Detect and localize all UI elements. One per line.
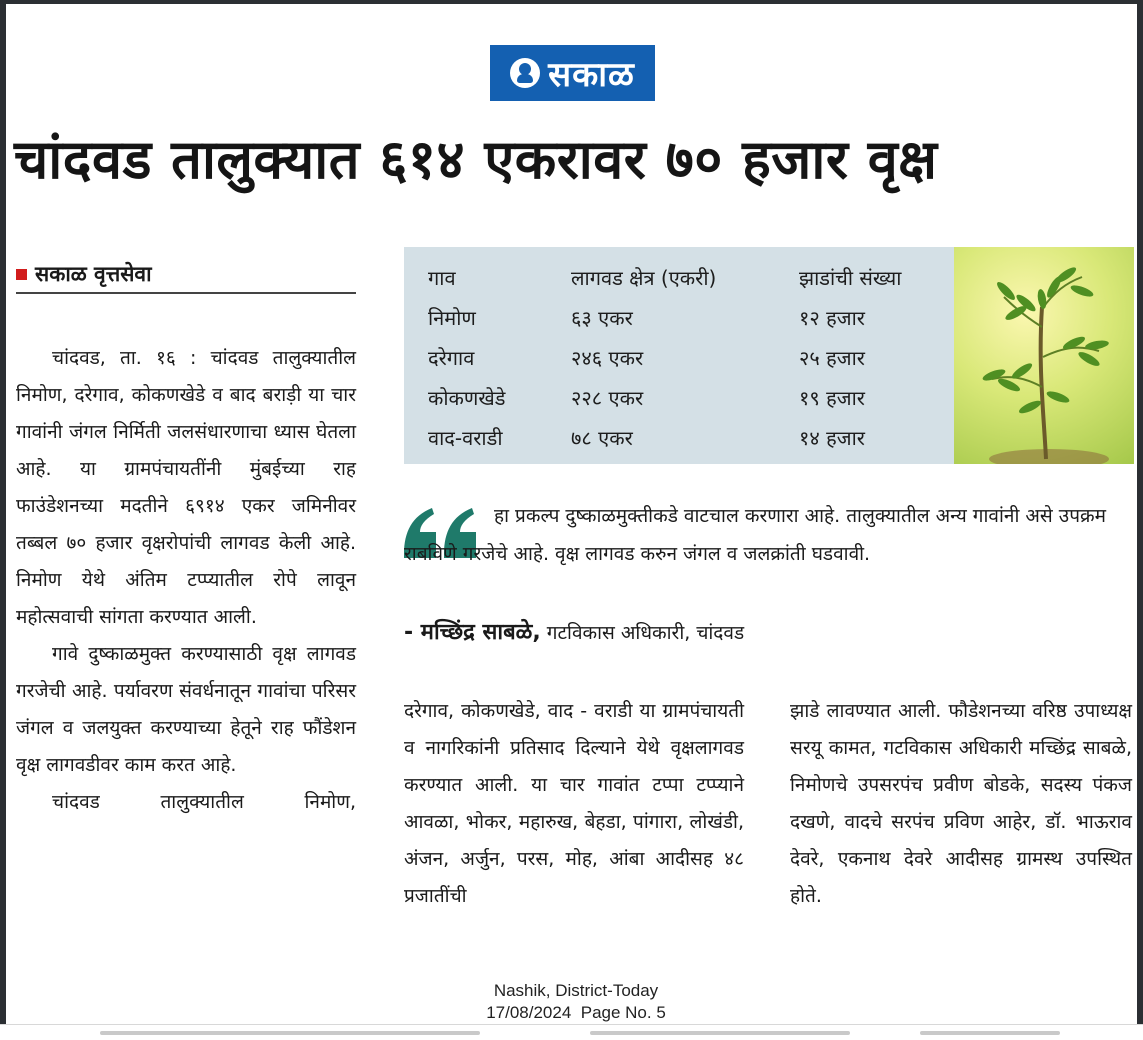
byline-text: सकाळ वृत्तसेवा: [35, 262, 152, 286]
column-1-paragraph: गावे दुष्काळमुक्त करण्यासाठी वृक्ष लागवड गरजेची आहे. पर्यावरण संवर्धनातून गावांचा परिसर जंगल व जलयुक्त करण्याच्या हेतूने राह फौंडेशन वृक्ष लागवडीवर काम करत आहे.: [16, 643, 356, 776]
edition-date-page: 17/08/2024 Page No. 5: [486, 1003, 666, 1022]
quote-author-title: गटविकास अधिकारी, चांदवड: [540, 622, 745, 644]
column-1-paragraph: चांदवड, ता. १६ : चांदवड तालुक्यातील निमोण, दरेगाव, कोकणखेडे व बाद बराड़ी या चार गावांनी जंगल निर्मिती जलसंधारणाचा ध्यास घेतला आहे. या ग्रामपंचायतींनी मुंबईच्या राह फाउंडेशनच्या मदतीने ६९१४ एकर जमिनीवर तब्बल ७० हजार वृक्षरोपांची लागवड केली आहे. निमोण येथे अंतिम टप्प्यातील रोपे लावून महोत्सवाची सांगता करण्यात आली.: [16, 347, 356, 628]
table-header: गाव: [428, 265, 456, 290]
table-cell: कोकणखेडे: [428, 385, 506, 410]
table-cell: वाद-वराडी: [428, 425, 503, 450]
sakal-emblem-icon: [510, 58, 540, 88]
table-header: झाडांची संख्या: [799, 265, 902, 290]
viewer-footer-strip: [0, 1024, 1143, 1040]
table-cell: २५ हजार: [799, 345, 865, 370]
quote-author-name: - मच्छिंद्र साबळे,: [404, 620, 541, 645]
edition-dateline: [406, 980, 746, 1024]
table-header-row: [428, 257, 954, 297]
table-cell: १९ हजार: [799, 385, 865, 410]
headline: चांदवड तालुक्यात ६१४ एकरावर ७० हजार वृक्ष: [14, 128, 938, 191]
table-cell: १२ हजार: [799, 305, 865, 330]
plantation-table: [404, 247, 954, 464]
table-row: [428, 377, 954, 417]
table-cell: निमोण: [428, 305, 476, 330]
sapling-icon: [954, 247, 1134, 464]
table-cell: २२८ एकर: [571, 385, 644, 410]
table-cell: १४ हजार: [799, 425, 865, 450]
table-row: [428, 297, 954, 337]
article-column-3: [790, 693, 1132, 915]
table-cell: ६३ एकर: [571, 305, 633, 330]
article-column-1: [16, 340, 356, 821]
table-row: [428, 337, 954, 377]
edition-name: Nashik, District-Today: [493, 981, 659, 1000]
pull-quote: [404, 497, 1114, 573]
column-3-text: झाडे लावण्यात आली. फौडेशनच्या वरिष्ठ उपाध्यक्ष सरयू कामत, गटविकास अधिकारी मच्छिंद्र साबळे, निमोणचे उपसरपंच प्रवीण बोडके, सदस्य पंकज दखणे, वादचे सरपंच प्रविण आहेर, डॉ. भाऊराव देवरे, एकनाथ देवरे आदीसह ग्रामस्थ उपस्थित होते.: [790, 700, 1132, 907]
red-square-icon: [16, 269, 27, 280]
masthead-logo: [490, 45, 655, 101]
column-1-paragraph: चांदवड तालुक्यातील निमोण,: [52, 791, 356, 813]
table-row: [428, 417, 954, 457]
footer-bar: [100, 1031, 480, 1035]
article-column-2: [404, 693, 744, 915]
footer-bar: [920, 1031, 1060, 1035]
sapling-plant-image: [954, 247, 1134, 464]
logo-text: सकाळ: [548, 55, 635, 95]
table-cell: २४६ एकर: [571, 345, 644, 370]
table-header: लागवड क्षेत्र (एकरी): [571, 265, 717, 290]
byline: [16, 256, 356, 294]
quote-attribution: [404, 616, 1104, 646]
pull-quote-text: हा प्रकल्प दुष्काळमुक्तीकडे वाटचाल करणारा आहे. तालुक्यातील अन्य गावांनी असे उपक्रम राबविणे गरजेचे आहे. वृक्ष लागवड करुन जंगल व जलक्रांती घडवावी.: [404, 505, 1106, 565]
table-cell: दरेगाव: [428, 345, 475, 370]
table-cell: ७८ एकर: [571, 425, 633, 450]
newspaper-page: [6, 4, 1137, 1024]
footer-bar: [590, 1031, 850, 1035]
column-2-text: दरेगाव, कोकणखेडे, वाद - वराडी या ग्रामपंचायती व नागरिकांनी प्रतिसाद दिल्याने येथे वृक्षलागवड करण्यात आली. या चार गावांत टप्पा टप्प्याने आवळा, भोकर, महारुख, बेहडा, पांगारा, लोखंडी, अंजन, अर्जुन, परस, मोह, आंबा आदीसह ४८ प्रजातींची: [404, 700, 744, 907]
